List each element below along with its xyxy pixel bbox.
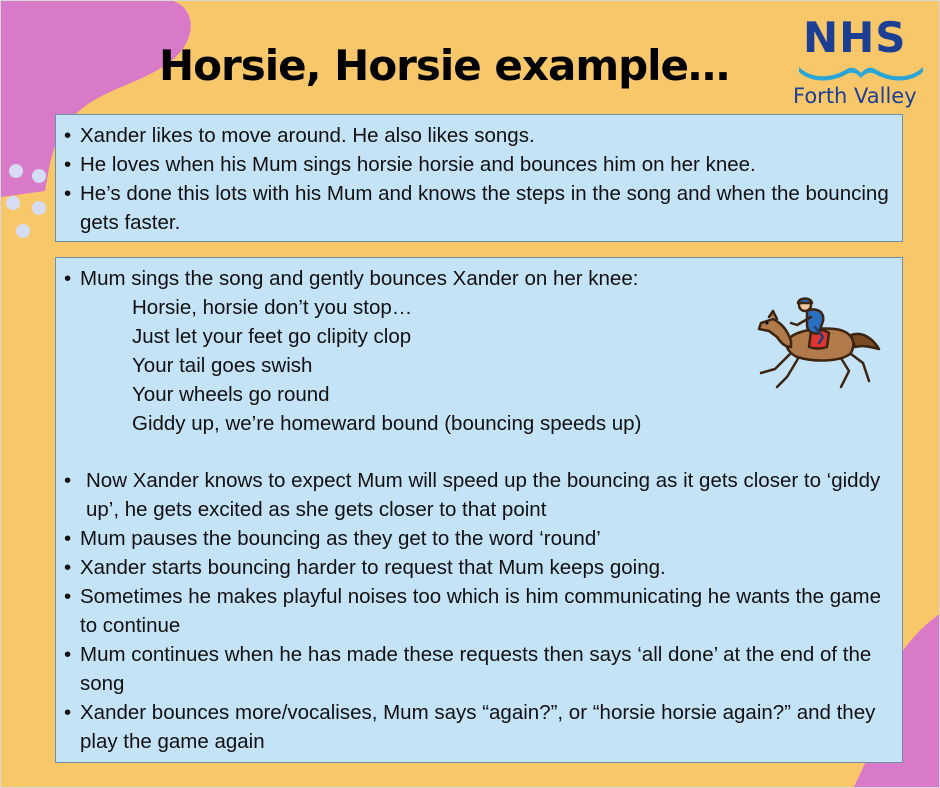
detail-bullet: • Xander starts bouncing harder to request that Mum keeps going. [64, 553, 894, 582]
logo-forth-valley-text: Forth Valley [793, 84, 917, 108]
page-title: Horsie, Horsie example… [159, 41, 730, 90]
song-line: Your tail goes swish [132, 354, 313, 377]
song-line: Giddy up, we’re homeward bound (bouncing speeds up) [132, 412, 642, 435]
intro-box [55, 114, 903, 242]
intro-bullet: • He’s done this lots with his Mum and knows the steps in the song and when the bouncing gets faster. [64, 179, 894, 237]
intro-bullet: • Xander likes to move around. He also likes songs. [64, 121, 894, 150]
song-line: Horsie, horsie don’t you stop… [132, 296, 413, 319]
detail-bullet: • Now Xander knows to expect Mum will speed up the bouncing as it gets closer to ‘giddy up’, he gets excited as she gets closer to that point [64, 466, 894, 524]
intro-bullet: • He loves when his Mum sings horsie horsie and bounces him on her knee. [64, 150, 894, 179]
detail-bullet: • Mum pauses the bouncing as they get to the word ‘round’ [64, 524, 894, 553]
logo-nhs-text: NHS [803, 13, 907, 62]
song-intro-bullet: • Mum sings the song and gently bounces Xander on her knee: [64, 264, 894, 293]
detail-bullet: • Sometimes he makes playful noises too which is him communicating he wants the game to continue [64, 582, 894, 640]
song-line: Just let your feet go clipity clop [132, 325, 412, 348]
song-line: Your wheels go round [132, 383, 330, 406]
spacer [64, 438, 894, 466]
horse-racing-icon [753, 297, 883, 393]
nhs-forth-valley-logo [791, 13, 931, 113]
detail-bullet: • Mum continues when he has made these requests then says ‘all done’ at the end of the song [64, 640, 894, 698]
logo-wave-icon [797, 63, 925, 83]
detail-bullet: • Xander bounces more/vocalises, Mum says “again?”, or “horsie horsie again?” and they play the game again [64, 698, 894, 756]
